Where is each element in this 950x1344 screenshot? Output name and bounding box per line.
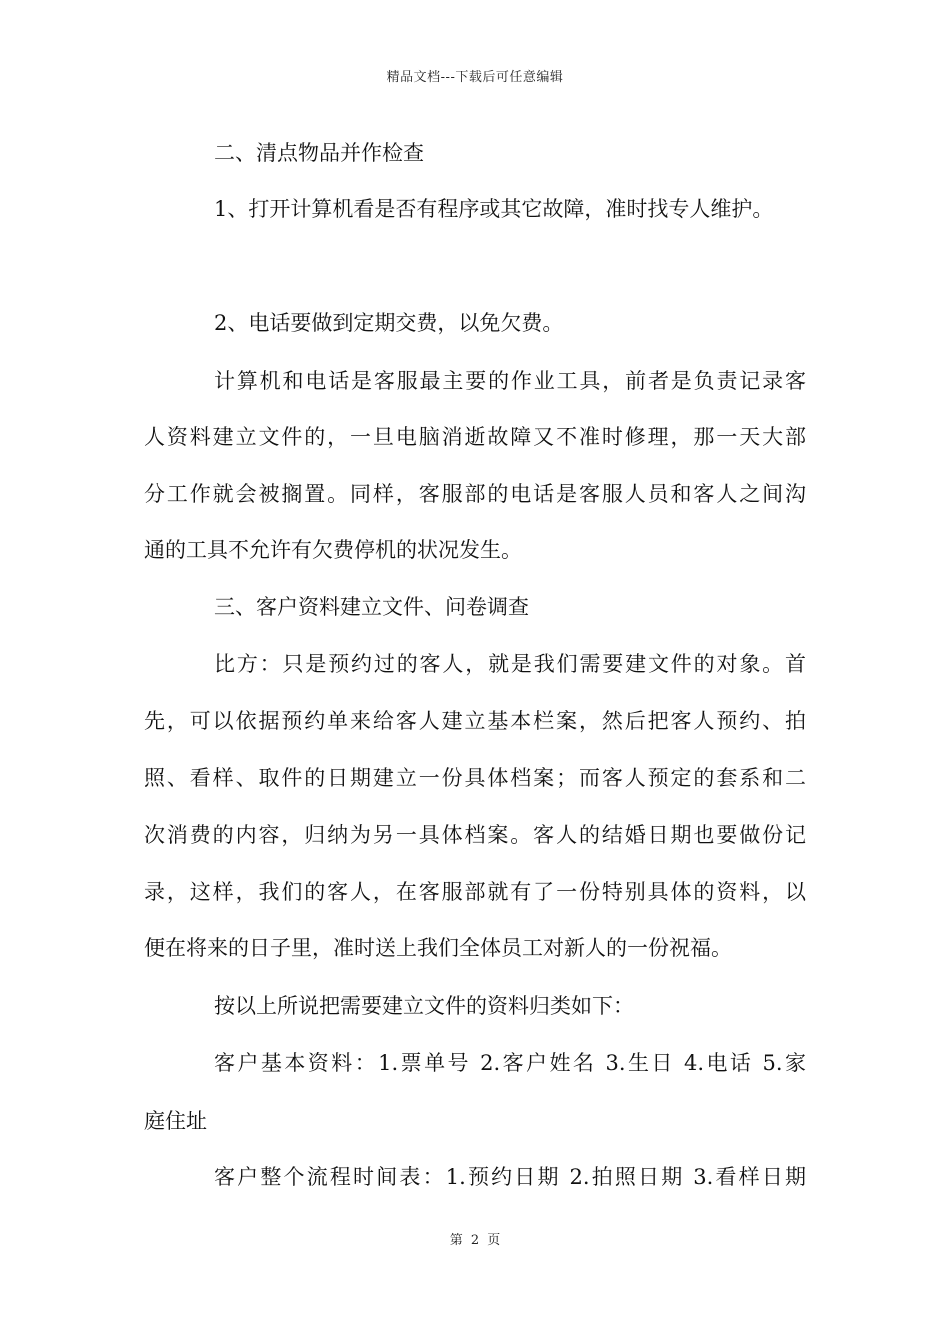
paragraph-line: 分工作就会被搁置。同样，客服部的电话是客服人员和客人之间沟 (144, 482, 806, 506)
paragraph-line: 通的工具不允许有欠费停机的状况发生。 (144, 538, 522, 562)
paragraph-line: 比方：只是预约过的客人，就是我们需要建文件的对象。首 (214, 652, 806, 676)
paragraph-line: 录，这样，我们的客人，在客服部就有了一份特别具体的资料，以 (144, 880, 806, 904)
paragraph-line: 计算机和电话是客服最主要的作业工具，前者是负责记录客 (214, 369, 806, 393)
paragraph-line: 照、看样、取件的日期建立一份具体档案；而客人预定的套系和二 (144, 766, 806, 790)
paragraph-line: 便在将来的日子里，准时送上我们全体员工对新人的一份祝福。 (144, 936, 732, 960)
section-heading-3: 三、客户资料建立文件、问卷调查 (214, 595, 529, 619)
paragraph-line: 先，可以依据预约单来给客人建立基本栏案，然后把客人预约、拍 (144, 709, 806, 733)
paragraph-line: 客户整个流程时间表：1.预约日期 2.拍照日期 3.看样日期 (214, 1165, 806, 1189)
paragraph-line: 2、电话要做到定期交费，以免欠费。 (214, 311, 564, 335)
section-heading-2: 二、清点物品并作检查 (214, 141, 424, 165)
paragraph-line: 按以上所说把需要建立文件的资料归类如下： (214, 994, 634, 1018)
paragraph-line: 次消费的内容，归纳为另一具体档案。客人的结婚日期也要做份记 (144, 823, 806, 847)
page-header: 精品文档---下载后可任意编辑 (386, 70, 564, 85)
paragraph-line: 人资料建立文件的，一旦电脑消逝故障又不准时修理，那一天大部 (144, 425, 806, 449)
paragraph-line: 1、打开计算机看是否有程序或其它故障，准时找专人维护。 (214, 197, 774, 221)
page-footer: 第 2 页 (449, 1233, 501, 1248)
paragraph-line: 客户基本资料：1.票单号 2.客户姓名 3.生日 4.电话 5.家 (214, 1051, 806, 1075)
paragraph-line: 庭住址 (144, 1109, 207, 1133)
